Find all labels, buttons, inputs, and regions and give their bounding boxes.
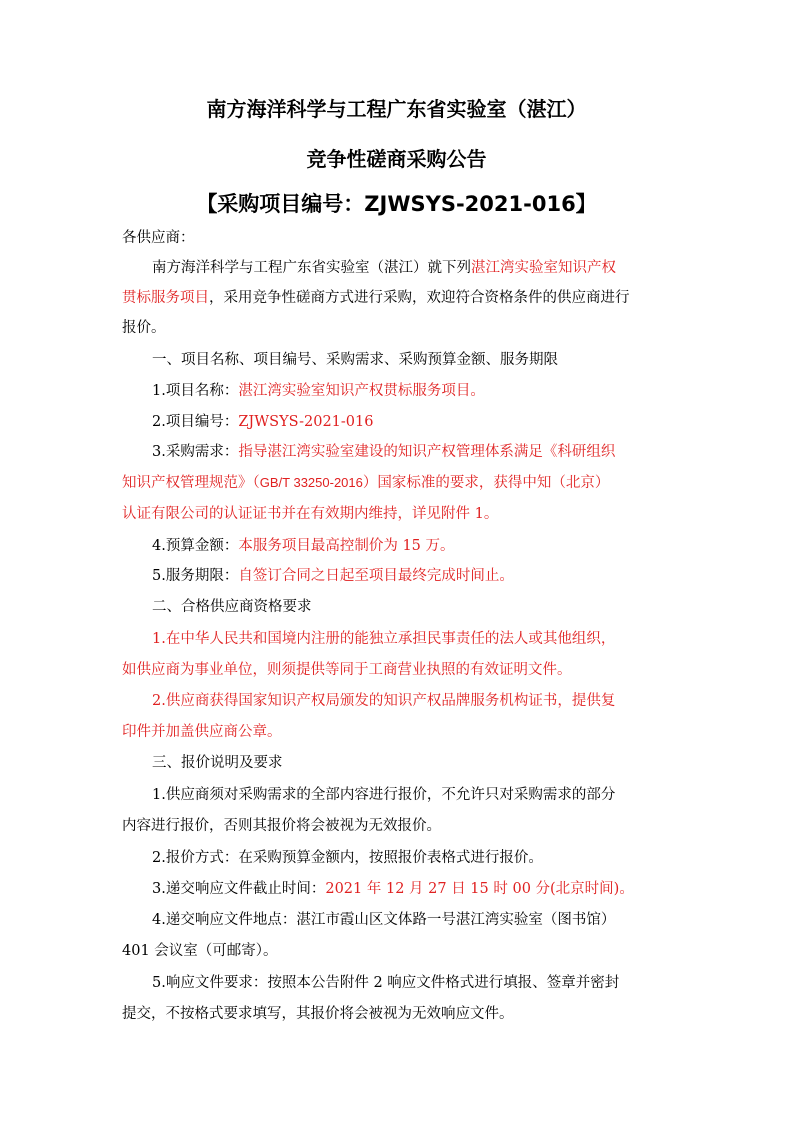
requirement-text-cont-2: ）国家标准的要求，获得中知（北京） (362, 475, 610, 491)
intro-line-3: 报价。 (122, 320, 166, 336)
response-requirement-line-2: 提交，不按格式要求填写，其报价将会被视为无效响应文件。 (122, 1006, 514, 1022)
deadline-label: 3.递交响应文件截止时间： (152, 881, 326, 897)
period-item (152, 566, 514, 586)
period-value: 自签订合同之日起至项目最终完成时间止。 (238, 568, 514, 584)
org-title: 南方海洋科学与工程广东省实验室（湛江） (206, 97, 587, 121)
submission-location-line-1: 4.递交响应文件地点：湛江市霞山区文体路一号湛江湾实验室（图书馆） (152, 912, 616, 928)
deadline-item (152, 879, 634, 899)
quote-rule-1-line-2: 内容进行报价，否则其报价将会被视为无效报价。 (122, 818, 441, 834)
project-number-heading: 【采购项目编号：ZJWSYS-2021-016】 (196, 192, 597, 216)
requirement-line-2 (122, 473, 609, 493)
section-1-heading: 一、项目名称、项目编号、采购需求、采购预算金额、服务期限 (152, 352, 558, 368)
project-no-value: ZJWSYS-2021-016 (238, 414, 374, 430)
submission-location-line-2: 401 会议室（可邮寄）。 (122, 943, 278, 959)
quote-rule-1-line-1: 1.供应商须对采购需求的全部内容进行报价，不允许只对采购需求的部分 (152, 787, 616, 803)
intro-project-name: 湛江湾实验室知识产权 (471, 260, 616, 276)
project-no-item (152, 412, 373, 432)
requirement-line-1 (152, 442, 615, 462)
section-2-heading: 二、合格供应商资格要求 (152, 599, 312, 615)
project-no-label: 2.项目编号： (152, 414, 239, 430)
budget-label: 4.预算金额： (152, 538, 239, 554)
intro-text: 南方海洋科学与工程广东省实验室（湛江）就下列 (152, 260, 471, 276)
qualification-2-line-1: 2.供应商获得国家知识产权局颁发的知识产权品牌服务机构证书，提供复 (152, 693, 616, 709)
period-label: 5.服务期限： (152, 568, 239, 584)
project-name-value: 湛江湾实验室知识产权贯标服务项目。 (238, 383, 485, 399)
requirement-text-cont: 知识产权管理规范》（ (122, 475, 260, 491)
qualification-1-line-1: 1.在中华人民共和国境内注册的能独立承担民事责任的法人或其他组织， (152, 631, 616, 647)
notice-title: 竞争性磋商采购公告 (306, 147, 487, 171)
requirement-line-3: 认证有限公司的认证证书并在有效期内维持，详见附件 1。 (122, 506, 499, 522)
qualification-2-line-2: 印件并加盖供应商公章。 (122, 724, 282, 740)
intro-line-1 (152, 258, 616, 278)
intro-line-2 (122, 288, 630, 308)
qualification-1-line-2: 如供应商为事业单位，则须提供等同于工商营业执照的有效证明文件。 (122, 662, 572, 678)
project-name-label: 1.项目名称： (152, 383, 239, 399)
requirement-label: 3.采购需求： (152, 444, 239, 460)
standard-code: GB/T 33250-2016 (259, 475, 363, 490)
budget-value: 本服务项目最高控制价为 15 万。 (238, 538, 455, 554)
project-name-item (152, 381, 485, 401)
greeting: 各供应商： (122, 230, 195, 246)
intro-project-name-cont: 贯标服务项目 (122, 290, 209, 306)
budget-item (152, 536, 455, 556)
requirement-text: 指导湛江湾实验室建设的知识产权管理体系满足《科研组织 (238, 444, 616, 460)
response-requirement-line-1: 5.响应文件要求：按照本公告附件 2 响应文件格式进行填报、签章并密封 (152, 975, 620, 991)
deadline-value: 2021 年 12 月 27 日 15 时 00 分(北京时间)。 (325, 881, 634, 897)
quote-rule-2: 2.报价方式：在采购预算金额内，按照报价表格式进行报价。 (152, 850, 543, 866)
section-3-heading: 三、报价说明及要求 (152, 755, 283, 771)
intro-text-cont: ，采用竞争性磋商方式进行采购，欢迎符合资格条件的供应商进行 (209, 290, 630, 306)
